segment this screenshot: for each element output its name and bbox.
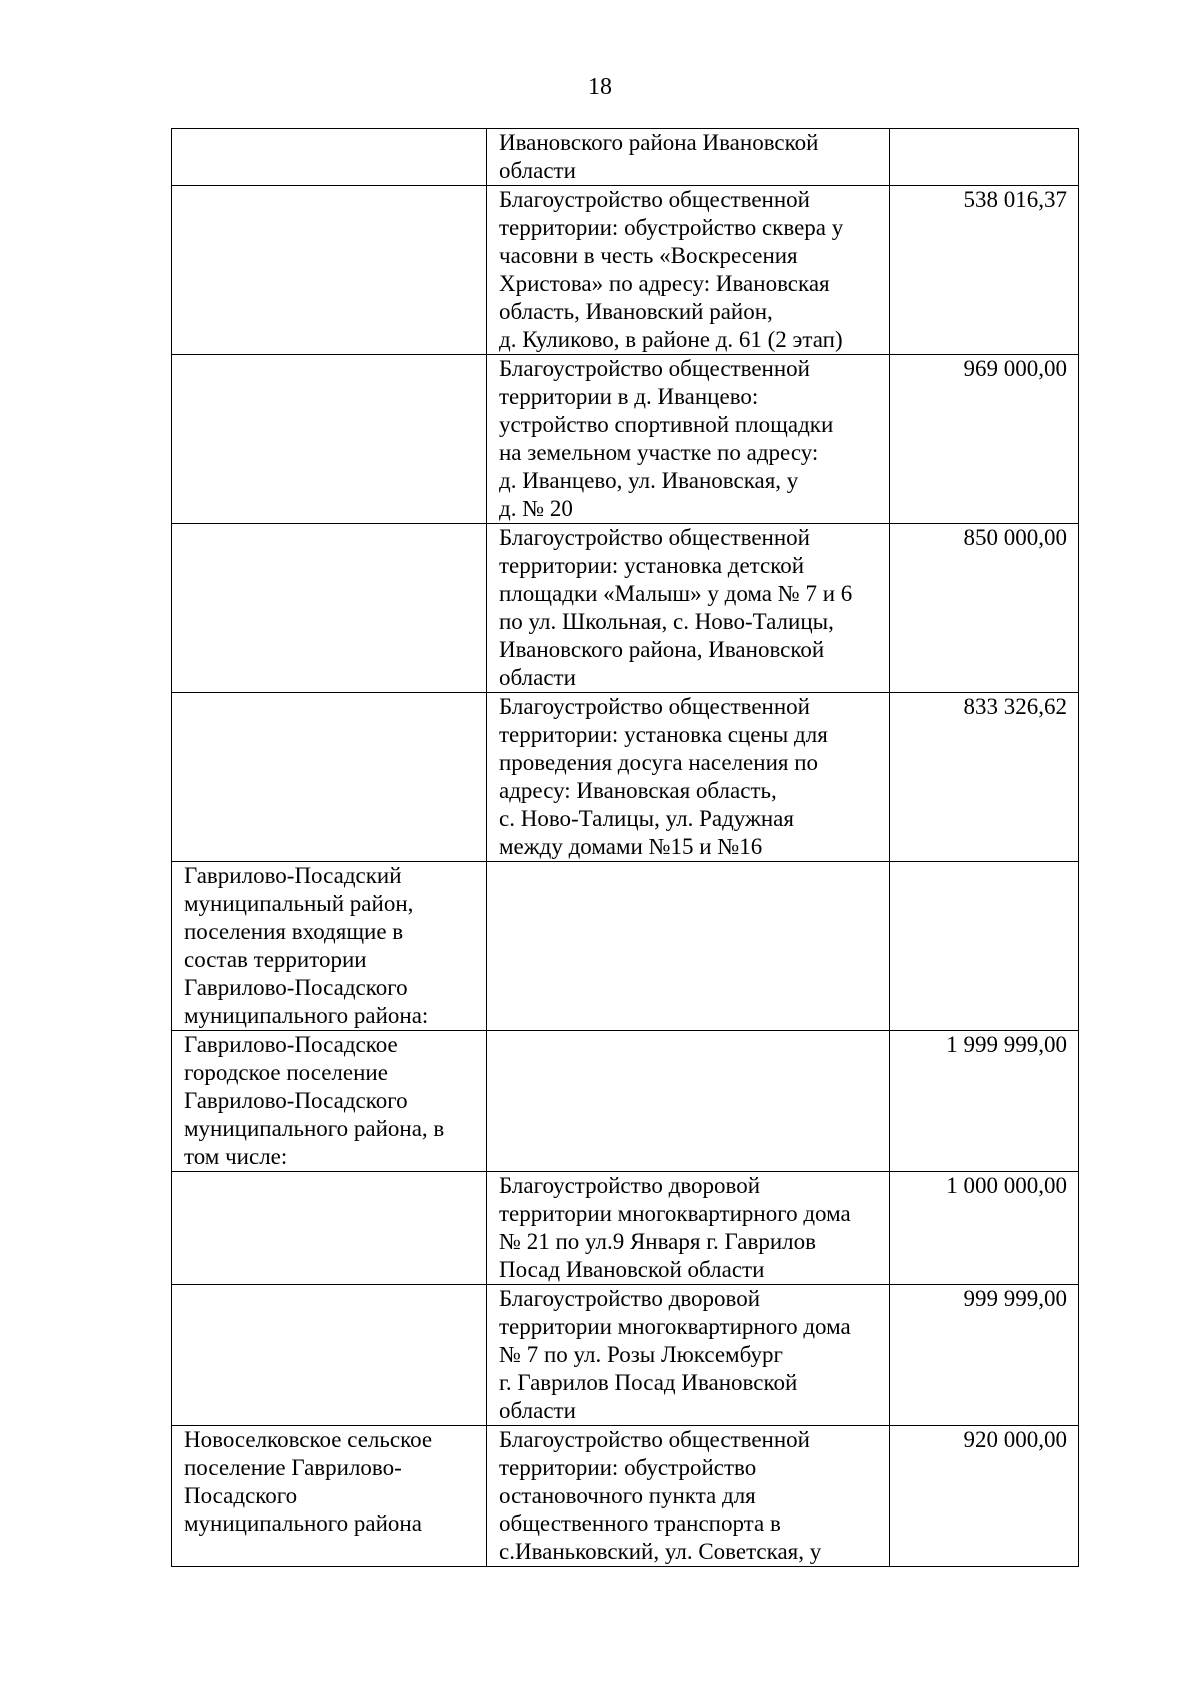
table-row <box>172 1172 1079 1285</box>
amount-cell: 850 000,00 <box>890 524 1079 693</box>
amount-cell: 920 000,00 <box>890 1426 1079 1567</box>
description-cell: Благоустройство общественной территории: установка детской площадки «Малыш» у дома № 7 и 6 по ул. Школьная, с. Ново-Талицы, Ивановского района, Ивановской области <box>487 524 890 693</box>
amount-cell <box>890 129 1079 186</box>
municipality-cell <box>172 1172 487 1285</box>
municipality-cell <box>172 129 487 186</box>
table-row <box>172 1426 1079 1567</box>
amount-cell: 1 999 999,00 <box>890 1031 1079 1172</box>
municipality-cell: Новоселковское сельское поселение Гаврилово- Посадского муниципального района <box>172 1426 487 1567</box>
amount-cell: 969 000,00 <box>890 355 1079 524</box>
table-row <box>172 355 1079 524</box>
description-cell: Ивановского района Ивановской области <box>487 129 890 186</box>
table-row <box>172 1285 1079 1426</box>
amount-cell: 538 016,37 <box>890 186 1079 355</box>
description-cell: Благоустройство общественной территории: обустройство остановочного пункта для общественного транспорта в с.Иваньковский, ул. Советская, у <box>487 1426 890 1567</box>
amount-cell: 999 999,00 <box>890 1285 1079 1426</box>
description-cell: Благоустройство общественной территории: установка сцены для проведения досуга населения по адресу: Ивановская область, с. Ново-Талицы, ул. Радужная между домами №15 и №16 <box>487 693 890 862</box>
description-cell <box>487 1031 890 1172</box>
amount-cell: 1 000 000,00 <box>890 1172 1079 1285</box>
description-cell: Благоустройство общественной территории: обустройство сквера у часовни в честь «Воскресения Христова» по адресу: Ивановская область, Ивановский район, д. Куликово, в районе д. 61 (2 этап) <box>487 186 890 355</box>
description-cell: Благоустройство дворовой территории многоквартирного дома № 21 по ул.9 Января г. Гаврилов Посад Ивановской области <box>487 1172 890 1285</box>
budget-table <box>171 128 1079 1567</box>
municipality-cell <box>172 1285 487 1426</box>
municipality-cell <box>172 355 487 524</box>
table-row <box>172 1031 1079 1172</box>
description-cell: Благоустройство дворовой территории многоквартирного дома № 7 по ул. Розы Люксембург г. Гаврилов Посад Ивановской области <box>487 1285 890 1426</box>
table-row <box>172 129 1079 186</box>
description-cell: Благоустройство общественной территории в д. Иванцево: устройство спортивной площадки на земельном участке по адресу: д. Иванцево, ул. Ивановская, у д. № 20 <box>487 355 890 524</box>
municipality-cell <box>172 524 487 693</box>
description-cell <box>487 862 890 1031</box>
table-row <box>172 862 1079 1031</box>
amount-cell <box>890 862 1079 1031</box>
municipality-cell: Гаврилово-Посадский муниципальный район, поселения входящие в состав территории Гаврилово-Посадского муниципального района: <box>172 862 487 1031</box>
page-number: 18 <box>588 74 612 100</box>
table-row <box>172 693 1079 862</box>
table-row <box>172 524 1079 693</box>
municipality-cell <box>172 186 487 355</box>
amount-cell: 833 326,62 <box>890 693 1079 862</box>
municipality-cell: Гаврилово-Посадское городское поселение Гаврилово-Посадского муниципального района, в том числе: <box>172 1031 487 1172</box>
table-row <box>172 186 1079 355</box>
municipality-cell <box>172 693 487 862</box>
